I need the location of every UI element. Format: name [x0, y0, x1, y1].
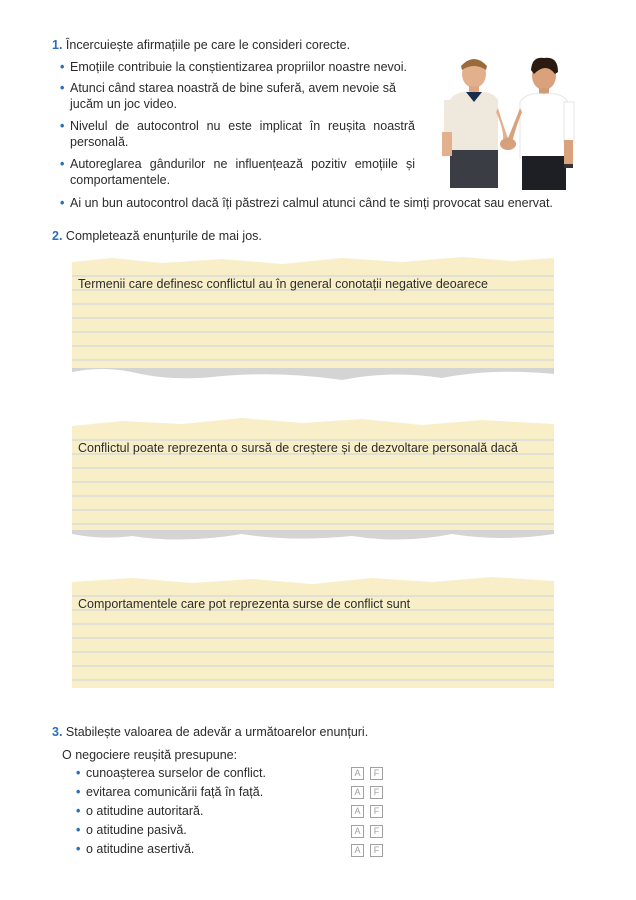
- tf-statement-1: • cunoașterea surselor de conflict.: [76, 766, 266, 781]
- true-box-3[interactable]: A: [351, 805, 364, 818]
- answer-paper-2[interactable]: [72, 418, 554, 548]
- exercise-3-title: [52, 724, 368, 740]
- true-box-2[interactable]: A: [351, 786, 364, 799]
- exercise-1-title: [52, 37, 350, 53]
- exercise-2-title: [52, 228, 262, 244]
- answer-paper-3[interactable]: [72, 576, 554, 696]
- exercise-2-text: Completează enunțurile de mai jos.: [65, 229, 262, 243]
- exercise-1-text: Încercuiește afirmațiile pe care le consideri corecte.: [65, 38, 351, 52]
- handshake-photo: [436, 52, 586, 190]
- statement-2[interactable]: • Atunci când starea noastră de bine suferă, avem nevoie să jucăm un joc video.: [60, 81, 425, 112]
- true-box-1[interactable]: A: [351, 767, 364, 780]
- statement-5[interactable]: • Ai un bun autocontrol dacă îți păstrezi calmul atunci când te simți provocat sau enervat.: [60, 196, 590, 212]
- tf-statement-5: • o atitudine asertivă.: [76, 842, 194, 857]
- false-box-4[interactable]: F: [370, 825, 383, 838]
- exercise-3-intro: O negociere reușită presupune:: [62, 748, 238, 762]
- prompt-3: Comportamentele care pot reprezenta surse de conflict sunt: [78, 597, 411, 611]
- tf-statement-4: • o atitudine pasivă.: [76, 823, 187, 838]
- exercise-2-number: 2.: [52, 229, 63, 243]
- statement-1[interactable]: • Emoțiile contribuie la conștientizarea propriilor noastre nevoi.: [60, 60, 420, 76]
- exercise-3-text: Stabilește valoarea de adevăr a următoarelor enunțuri.: [65, 725, 369, 739]
- prompt-1: Termenii care definesc conflictul au în general conotații negative deoarece: [78, 277, 488, 291]
- prompt-2: Conflictul poate reprezenta o sursă de creștere și de dezvoltare personală dacă: [78, 441, 518, 455]
- false-box-3[interactable]: F: [370, 805, 383, 818]
- false-box-1[interactable]: F: [370, 767, 383, 780]
- tf-statement-3: • o atitudine autoritară.: [76, 804, 203, 819]
- statement-4[interactable]: • Autoreglarea gândurilor ne influențează pozitiv emoțiile și comportamentele.: [60, 157, 415, 188]
- tf-statement-2: • evitarea comunicării față în față.: [76, 785, 263, 800]
- false-box-2[interactable]: F: [370, 786, 383, 799]
- true-box-5[interactable]: A: [351, 844, 364, 857]
- answer-paper-1[interactable]: [72, 256, 554, 384]
- false-box-5[interactable]: F: [370, 844, 383, 857]
- statement-3[interactable]: • Nivelul de autocontrol nu este implicat în reușita noastră personală.: [60, 119, 415, 150]
- exercise-1-number: 1.: [52, 38, 63, 52]
- exercise-3-number: 3.: [52, 725, 63, 739]
- true-box-4[interactable]: A: [351, 825, 364, 838]
